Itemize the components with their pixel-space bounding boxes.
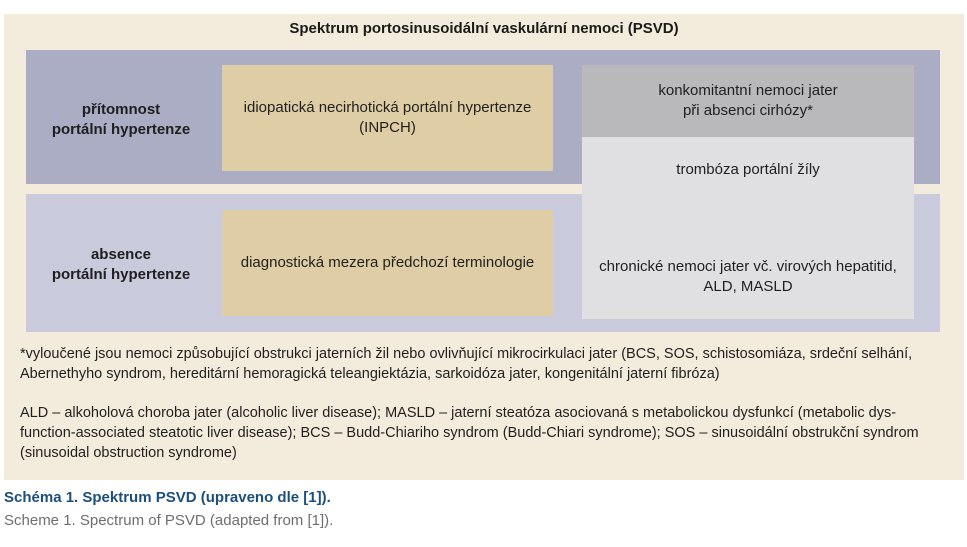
box-diagnostic-gap: [222, 210, 553, 316]
box-concomitant-header: [582, 65, 914, 137]
item-chronic-liver-disease-line1: chronické nemoci jater vč. virových hepatitid,: [599, 258, 897, 275]
box-inpch-line2: (INPCH): [359, 119, 416, 136]
footnote-line2: Abernethyho syndrom, hereditární hemoragická teleangiektázia, sarkoidóza jater, kongenitální jaterní fibróza): [20, 366, 720, 382]
diagram-title: Spektrum portosinusoidální vaskulární nemoci (PSVD): [289, 20, 679, 37]
box-inpch: [222, 65, 553, 171]
box-diagnostic-gap-text: diagnostická mezera předchozí terminologie: [240, 254, 535, 271]
footnote-abbreviations: [20, 403, 955, 463]
row-label-present-line1: přítomnost: [81, 101, 161, 118]
row-label-absent-line2: portální hypertenze: [51, 266, 191, 283]
item-portal-vein-thrombosis: trombóza portální žíly: [676, 161, 820, 178]
box-inpch-line1: idiopatická necirhotická portální hypertenze: [243, 99, 532, 116]
concomitant-line2: při absenci cirhózy*: [682, 102, 814, 119]
row-label-present: [26, 100, 216, 140]
abbrev-line1: ALD – alkoholová choroba jater (alcoholic liver disease); MASLD – jaterní steatóza asociovaná s metabolickou dysfunkcí (metabolic dys-: [20, 405, 897, 421]
footnote-exclusions: [20, 344, 955, 384]
item-chronic-liver-disease: [582, 257, 914, 297]
abbrev-line2: function-associated steatotic liver disease); BCS – Budd-Chiariho syndrom (Budd-Chiari syndrome); SOS – sinusoidální obstrukční syndrom: [20, 425, 919, 441]
abbrev-line3: (sinusoidal obstruction syndrome): [20, 445, 237, 461]
diagram-panel: [4, 14, 964, 480]
row-label-absent-line1: absence: [90, 246, 152, 263]
row-label-present-line2: portální hypertenze: [51, 121, 191, 138]
footnote-line1: *vyloučené jsou nemoci způsobující obstrukci jaterních žil nebo ovlivňující mikrocirkulaci jater (BCS, SOS, schistosomiáza, srdeční selhání,: [20, 346, 913, 362]
item-chronic-liver-disease-line2: ALD, MASLD: [703, 278, 793, 295]
row-label-absent: [26, 245, 216, 285]
caption-czech: Schéma 1. Spektrum PSVD (upraveno dle [1]).: [4, 489, 331, 506]
caption-english: Scheme 1. Spectrum of PSVD (adapted from [1]).: [4, 512, 334, 529]
concomitant-line1: konkomitantní nemoci jater: [658, 82, 838, 99]
